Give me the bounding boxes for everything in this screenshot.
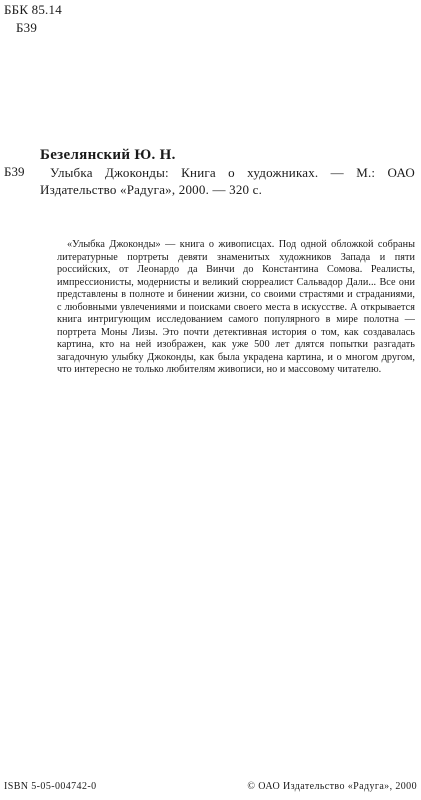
book-annotation: «Улыбка Джоконды» — книга о живописцах. Под одной обложкой собраны литературные портреты девяти знаменитых художников Запада и пяти российских, от Леонардо да Винчи до Константина Сомова. Реалисты, импрессионисты, модернисты и великий сюрреалист Сальвадор Дали... Все они представлены в полноте и бинении жизни, со своими страстями и страданиями, с любовными увлечениями и поисками своего места в искусстве. А открывается книга интригующим исследованием самого популярного в мире полотна — портрета Моны Лизы. Это почти детективная история о том, как создавалась картина, кто на ней изображен, как уже 500 лет длятся попытки разгадать загадочную улыбку Джоконды, как была украдена картина, и о многом другом, что интересно не только любителям живописи, но и массовому читателю. bbox=[57, 239, 415, 375]
isbn-number: ISBN 5-05-004742-0 bbox=[4, 781, 97, 792]
bbk-code: ББК 85.14 bbox=[4, 2, 62, 17]
bibliographic-description: Улыбка Джоконды: Книга о художниках. — М.: ОАО Издательство «Радуга», 2000. — 320 с. bbox=[40, 165, 415, 197]
copyright-notice: © ОАО Издательство «Радуга», 2000 bbox=[247, 781, 417, 792]
classification-block bbox=[4, 2, 62, 35]
author-sign-header: Б39 bbox=[16, 20, 38, 35]
author-sign: Б39 bbox=[4, 164, 25, 179]
author-name: Безелянский Ю. Н. bbox=[40, 147, 176, 163]
